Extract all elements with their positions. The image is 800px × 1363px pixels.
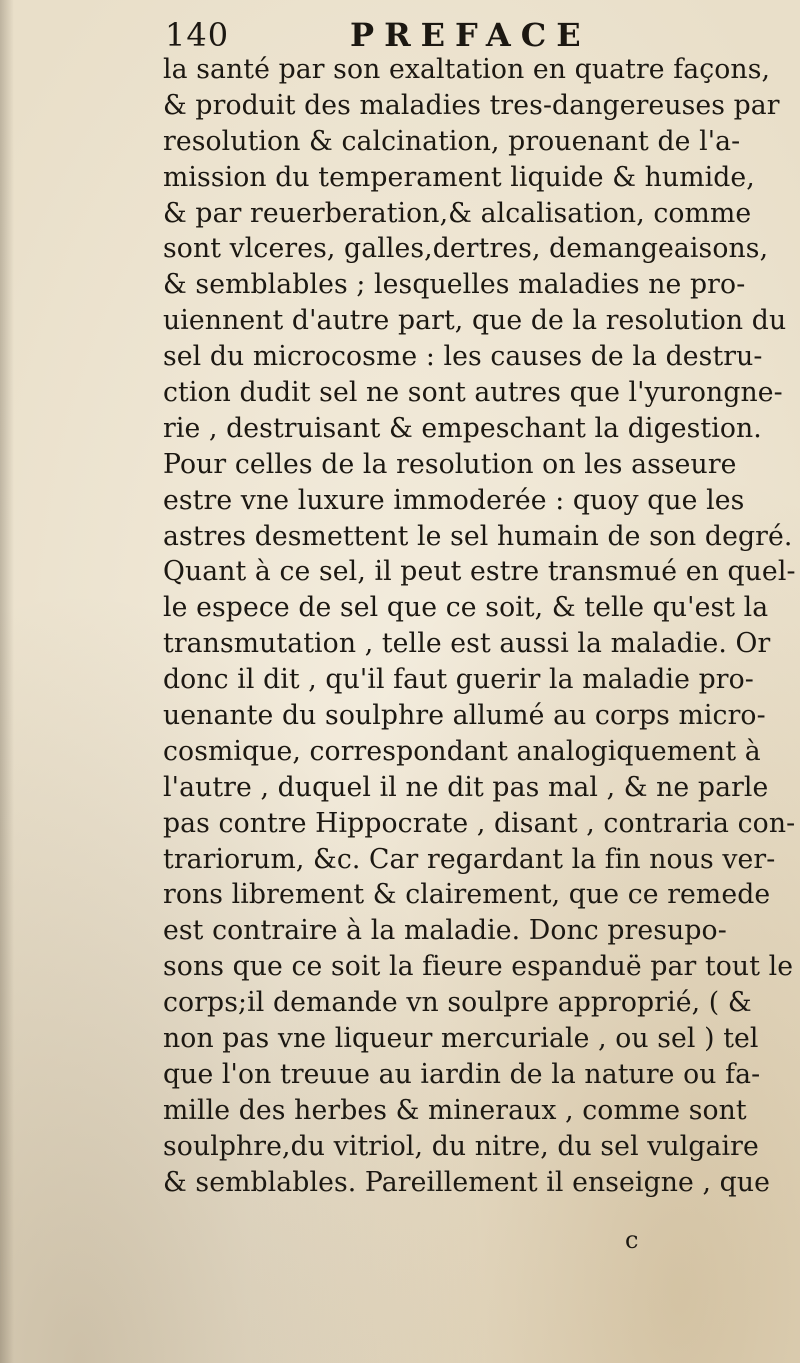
text-line: sel du microcosme : les causes de la destru- — [163, 341, 763, 373]
text-line: ction dudit sel ne sont autres que l'yurongne- — [163, 377, 783, 409]
text-line: uenante du soulphre allumé au corps micro- — [163, 700, 766, 732]
text-line: estre vne luxure immoderée : quoy que les — [163, 484, 745, 516]
text-line: transmutation , telle est aussi la maladie. Or — [163, 628, 771, 660]
text-line: uiennent d'autre part, que de la resolution du — [163, 305, 787, 337]
text-line: rons librement & clairement, que ce remede — [163, 879, 771, 911]
text-line: non pas vne liqueur mercuriale , ou sel ) tel — [163, 1023, 759, 1055]
text-line: cosmique, correspondant analogiquement à — [163, 735, 761, 767]
text-line: rie , destruisant & empeschant la digestion. — [163, 412, 762, 444]
text-line: & semblables ; lesquelles maladies ne pro- — [163, 269, 746, 301]
body-text — [163, 52, 800, 1201]
text-line: & produit des maladies tres-dangereuses par — [163, 89, 780, 121]
page-edge-shadow — [0, 0, 14, 1363]
text-line: l'autre , duquel il ne dit pas mal , & ne parle — [163, 771, 769, 803]
text-line: Quant à ce sel, il peut estre transmué en quel- — [163, 556, 796, 588]
text-line: & par reuerberation,& alcalisation, comme — [163, 197, 752, 229]
text-line: mission du temperament liquide & humide, — [163, 161, 755, 193]
text-line: que l'on treuue au iardin de la nature ou fa- — [163, 1058, 761, 1090]
running-title: PREFACE — [350, 16, 591, 54]
text-line: trariorum, &c. Car regardant la fin nous ver- — [163, 843, 776, 875]
text-line: soulphre,du vitriol, du nitre, du sel vulgaire — [163, 1130, 759, 1162]
text-line: sons que ce soit la fieure espanduë par tout le — [163, 951, 794, 983]
text-line: astres desmettent le sel humain de son degré. — [163, 520, 793, 552]
page-number: 140 — [165, 16, 230, 54]
text-line: est contraire à la maladie. Donc presupo- — [163, 915, 727, 947]
text-line: resolution & calcination, prouenant de l'a- — [163, 125, 741, 157]
text-line: pas contre Hippocrate , disant , contraria con- — [163, 807, 796, 839]
text-line: sont vlceres, galles,dertres, demangeaisons, — [163, 233, 769, 265]
catchword: c — [625, 1226, 639, 1254]
text-line: mille des herbes & mineraux , comme sont — [163, 1094, 747, 1126]
text-line: corps;il demande vn soulpre approprié, ( & — [163, 987, 752, 1019]
text-line: le espece de sel que ce soit, & telle qu'est la — [163, 592, 769, 624]
text-line: Pour celles de la resolution on les asseure — [163, 448, 737, 480]
text-line: donc il dit , qu'il faut guerir la maladie pro- — [163, 664, 754, 696]
text-line: la santé par son exaltation en quatre façons, — [163, 54, 771, 85]
text-line: & semblables. Pareillement il enseigne , que — [163, 1166, 770, 1198]
